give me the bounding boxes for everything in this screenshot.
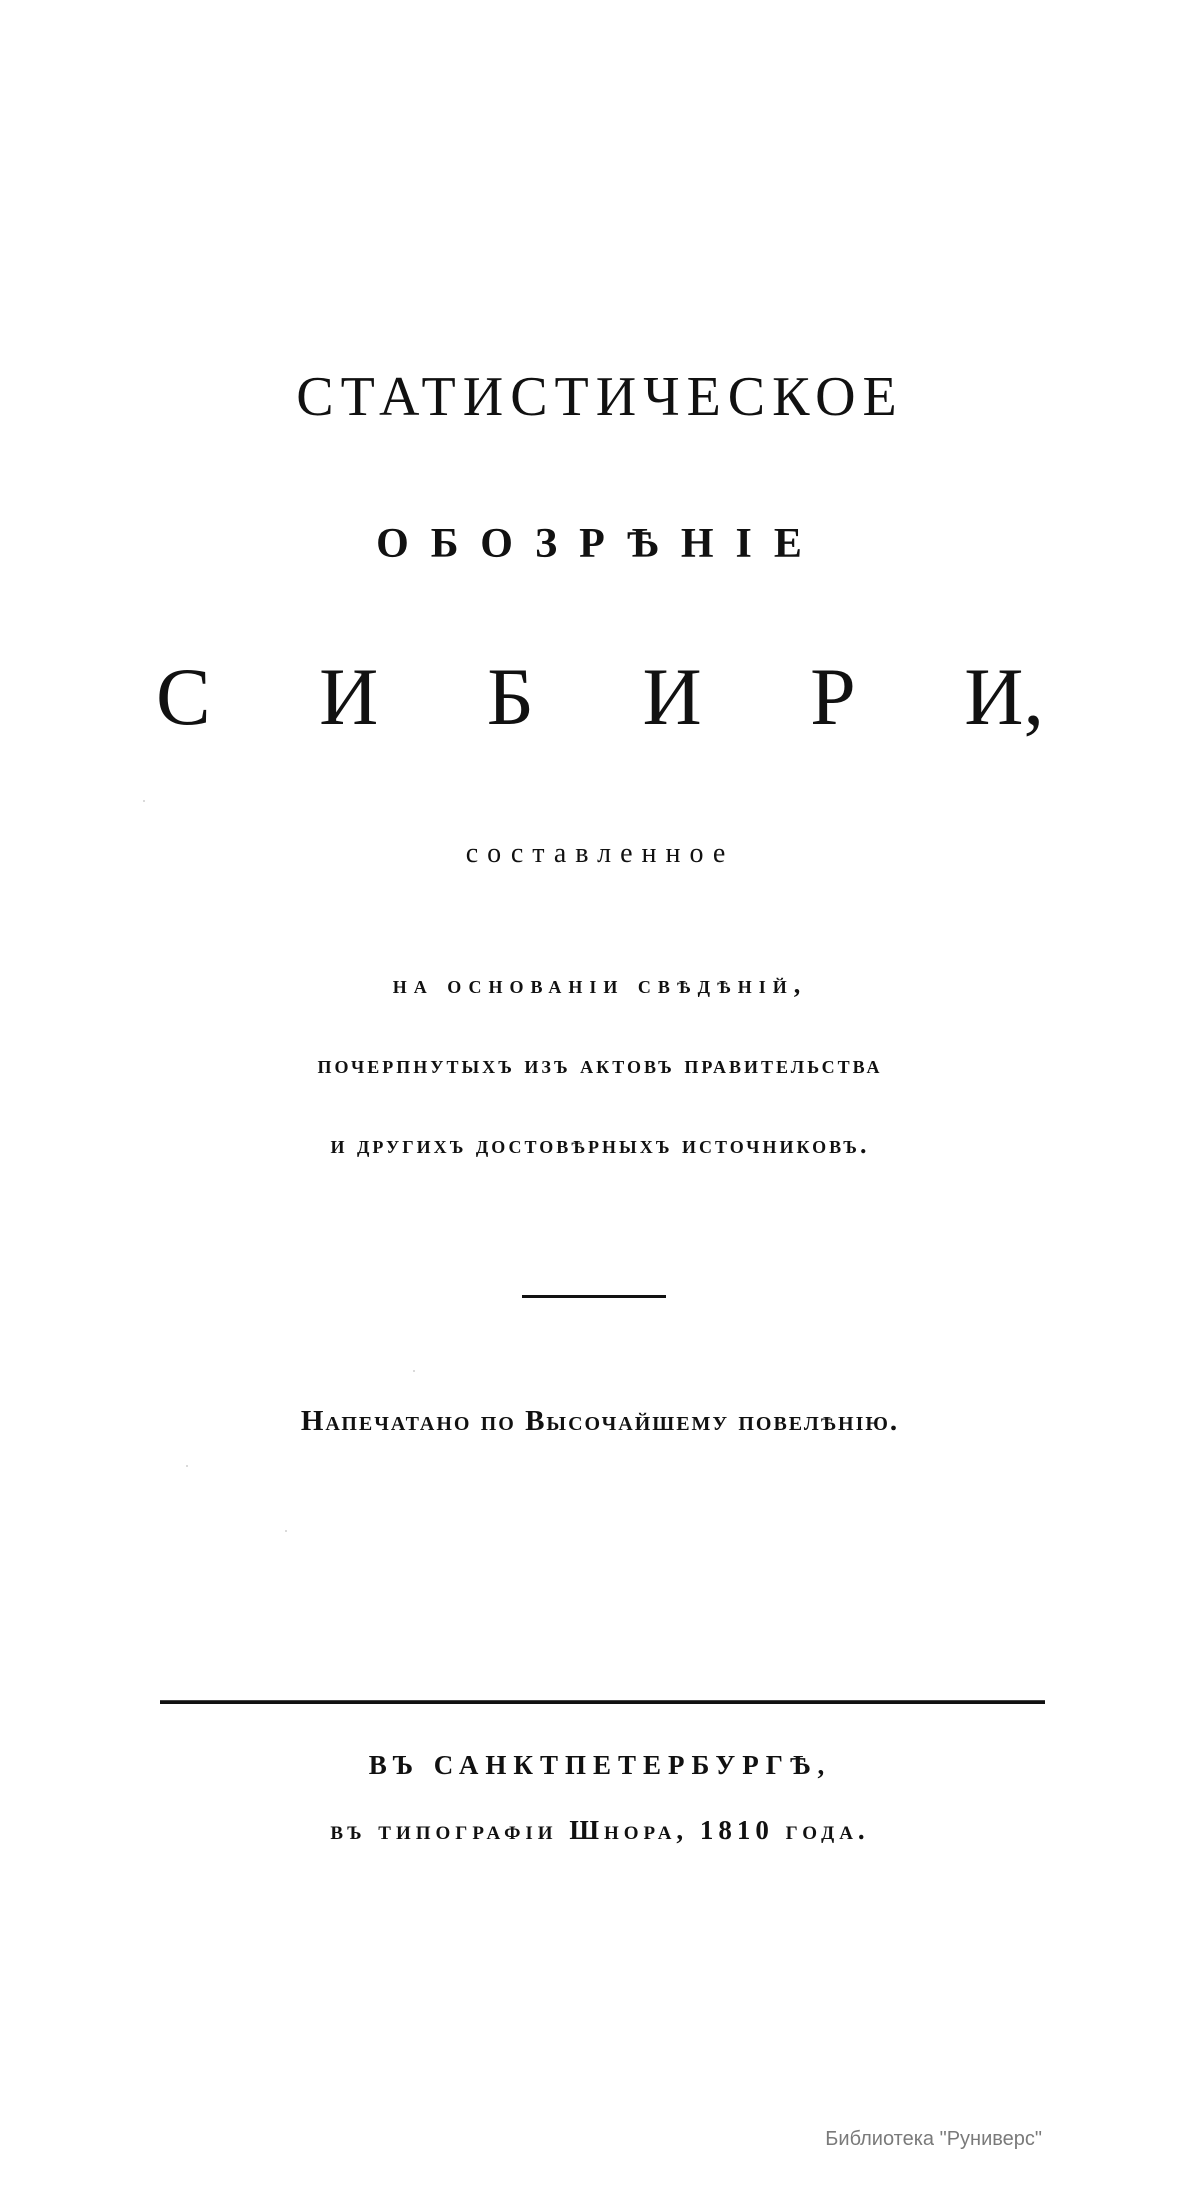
subtitle-na-osnovanii: на основаніи свѣдѣній, xyxy=(392,970,808,999)
title-line-sibiri xyxy=(0,650,1200,744)
imprint-note: Напечатано по Высочайшему повелѣнію. xyxy=(300,1405,900,1437)
title-line-statisticheskoe: СТАТИСТИЧЕСКОЕ xyxy=(296,366,904,428)
subtitle-pocherpnutykh: почерпнутыхъ изъ актовъ правительства xyxy=(317,1050,883,1079)
paper-speck xyxy=(285,1530,287,1532)
paper-speck xyxy=(143,800,145,802)
subtitle-sostavlennoe: составленное xyxy=(465,838,735,869)
long-divider-rule xyxy=(160,1700,1045,1704)
paper-speck xyxy=(413,1370,415,1372)
place-of-publication: ВЪ САНКТПЕТЕРБУРГѢ, xyxy=(368,1750,832,1780)
library-watermark: Библиотека "Руниверс" xyxy=(825,2128,1042,2150)
title-line-sibiri-text: С И Б И Р И, xyxy=(155,651,1045,742)
printer-and-year: въ типографіи Шнора, 1810 года. xyxy=(330,1815,870,1845)
title-line-obozrenie: ОБОЗРѢНІЕ xyxy=(376,521,824,567)
subtitle-i-drugikh: и другихъ достовѣрныхъ источниковъ. xyxy=(330,1130,870,1159)
paper-speck xyxy=(186,1465,188,1467)
short-divider-rule xyxy=(522,1295,666,1298)
